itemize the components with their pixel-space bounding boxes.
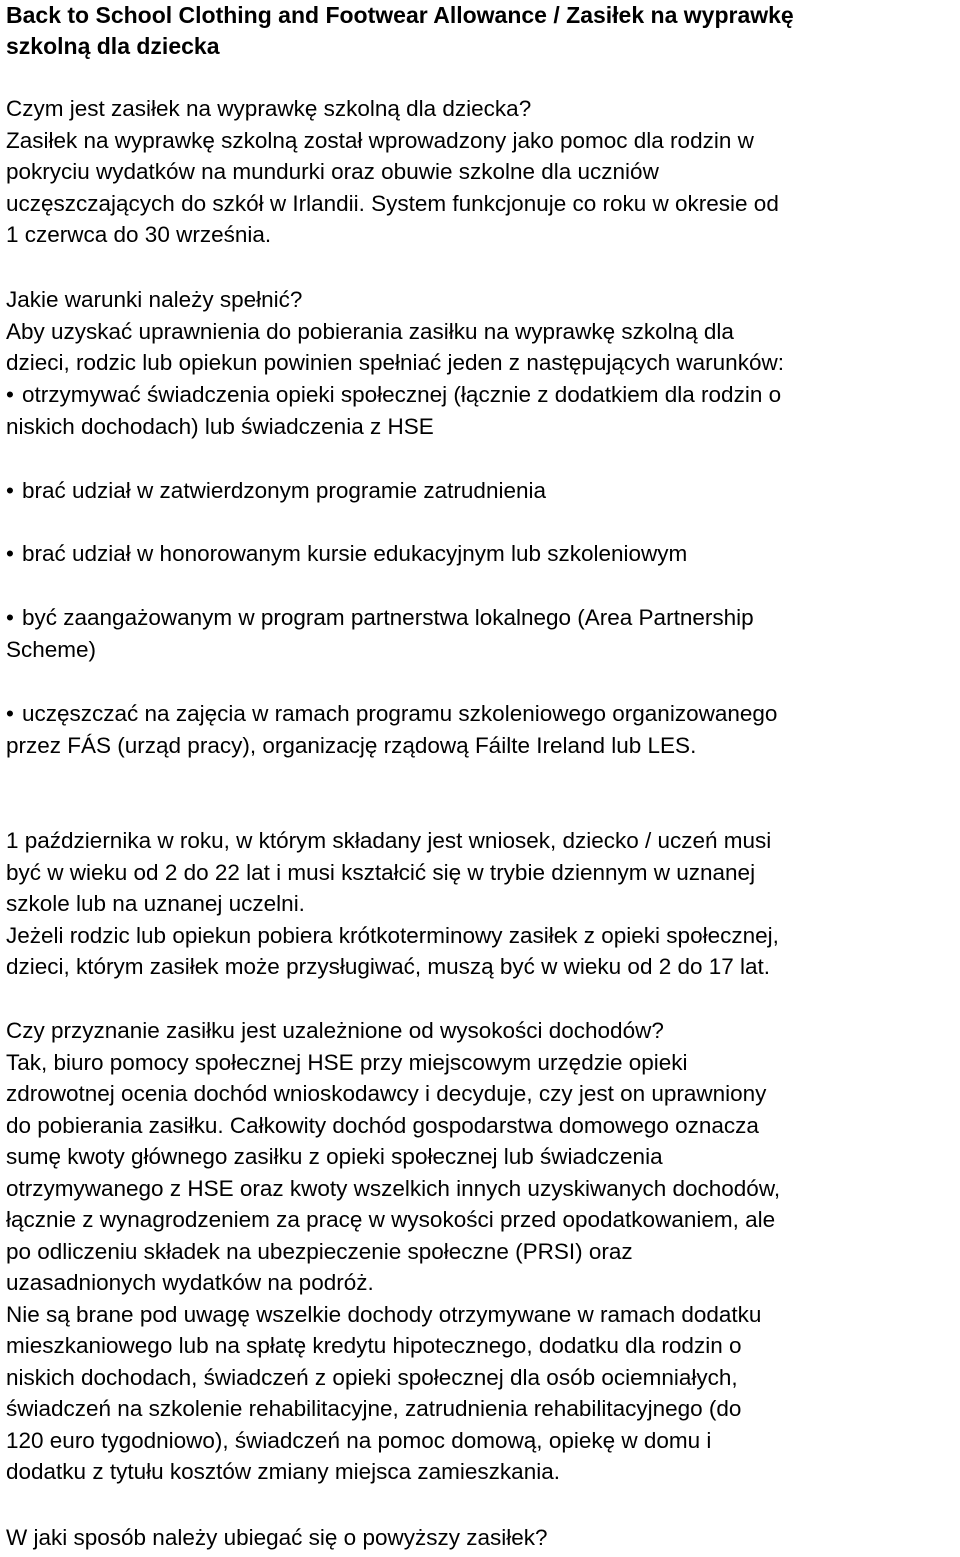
paragraph-line: 120 euro tygodniowo), świadczeń na pomoc domową, opiekę w domu i bbox=[6, 1427, 712, 1453]
paragraph-line: zdrowotnej ocenia dochód wnioskodawcy i decyduje, czy jest on uprawniony bbox=[6, 1081, 767, 1106]
bullet-item bbox=[6, 698, 958, 761]
bullet-line: • brać udział w zatwierdzonym programie zatrudnienia bbox=[6, 475, 958, 507]
section-conditions bbox=[6, 284, 958, 379]
paragraph-line: dodatku z tytułu kosztów zmiany miejsca zamieszkania. bbox=[6, 1459, 560, 1484]
title-line: szkolną dla dziecka bbox=[6, 33, 220, 59]
paragraph-line: dzieci, rodzic lub opiekun powinien spełniać jeden z następujących warunków: bbox=[6, 350, 784, 375]
section-age bbox=[6, 825, 958, 983]
bullet-line: • uczęszczać na zajęcia w ramach programu szkoleniowego organizowanego bbox=[6, 698, 958, 730]
bullet-line: • otrzymywać świadczenia opieki społecznej (łącznie z dodatkiem dla rodzin o bbox=[6, 379, 958, 411]
section-heading: Jakie warunki należy spełnić? bbox=[6, 287, 303, 312]
paragraph-line: Nie są brane pod uwagę wszelkie dochody otrzymywane w ramach dodatku bbox=[6, 1301, 762, 1327]
section-heading: W jaki sposób należy ubiegać się o powyższy zasiłek? bbox=[6, 1525, 548, 1550]
paragraph-line: sumę kwoty głównego zasiłku z opieki społecznej lub świadczenia bbox=[6, 1144, 663, 1169]
section-heading: Czy przyznanie zasiłku jest uzależnione od wysokości dochodów? bbox=[6, 1018, 664, 1043]
section-income bbox=[6, 1015, 958, 1488]
paragraph-line: do pobierania zasiłku. Całkowity dochód gospodarstwa domowego oznacza bbox=[6, 1112, 759, 1138]
paragraph-line: Jeżeli rodzic lub opiekun pobiera krótkoterminowy zasiłek z opieki społecznej, bbox=[6, 922, 779, 948]
paragraph-line: być w wieku od 2 do 22 lat i musi kształcić się w trybie dziennym w uznanej bbox=[6, 859, 756, 885]
paragraph-line: po odliczeniu składek na ubezpieczenie społeczne (PRSI) oraz bbox=[6, 1238, 633, 1264]
section-how-to-apply bbox=[6, 1522, 958, 1554]
paragraph-line: uzasadnionych wydatków na podróż. bbox=[6, 1270, 374, 1295]
paragraph-line: pokryciu wydatków na mundurki oraz obuwie szkolne dla uczniów bbox=[6, 159, 659, 184]
paragraph-line: 1 czerwca do 30 września. bbox=[6, 222, 272, 247]
paragraph-line: Zasiłek na wyprawkę szkolną został wprowadzony jako pomoc dla rodzin w bbox=[6, 127, 754, 153]
paragraph-line: Aby uzyskać uprawnienia do pobierania zasiłku na wyprawkę szkolną dla bbox=[6, 318, 734, 344]
paragraph-line: niskich dochodach, świadczeń z opieki społecznej dla osób ociemniałych, bbox=[6, 1364, 738, 1390]
paragraph-line: łącznie z wynagrodzeniem za pracę w wysokości przed opodatkowaniem, ale bbox=[6, 1207, 776, 1232]
title-line: Back to School Clothing and Footwear Allowance / Zasiłek na wyprawkę bbox=[6, 2, 794, 28]
bullet-line: Scheme) bbox=[6, 636, 97, 662]
paragraph-line: świadczeń na szkolenie rehabilitacyjne, zatrudnienia rehabilitacyjnego (do bbox=[6, 1396, 742, 1421]
paragraph-line: 1 października w roku, w którym składany jest wniosek, dziecko / uczeń musi bbox=[6, 828, 772, 853]
bullet-item bbox=[6, 475, 958, 507]
paragraph-line: dzieci, którym zasiłek może przysługiwać, muszą być w wieku od 2 do 17 lat. bbox=[6, 954, 771, 979]
paragraph-line: szkole lub na uznanej uczelni. bbox=[6, 891, 305, 916]
paragraph-line: Tak, biuro pomocy społecznej HSE przy miejscowym urzędzie opieki bbox=[6, 1049, 688, 1075]
bullet-line: • brać udział w honorowanym kursie edukacyjnym lub szkoleniowym bbox=[6, 538, 958, 570]
bullet-item bbox=[6, 379, 958, 442]
bullet-line: • być zaangażowanym w program partnerstwa lokalnego (Area Partnership bbox=[6, 602, 958, 634]
document-title bbox=[6, 0, 956, 62]
section-what-is bbox=[6, 93, 958, 251]
section-heading: Czym jest zasiłek na wyprawkę szkolną dla dziecka? bbox=[6, 96, 532, 121]
bullet-item bbox=[6, 538, 958, 570]
paragraph-line: mieszkaniowego lub na spłatę kredytu hipotecznego, dodatku dla rodzin o bbox=[6, 1333, 742, 1358]
paragraph-line: otrzymywanego z HSE oraz kwoty wszelkich innych uzyskiwanych dochodów, bbox=[6, 1175, 781, 1201]
paragraph-line: uczęszczających do szkół w Irlandii. System funkcjonuje co roku w okresie od bbox=[6, 190, 779, 216]
bullet-item bbox=[6, 602, 958, 665]
bullet-line: przez FÁS (urząd pracy), organizację rządową Fáilte Ireland lub LES. bbox=[6, 732, 697, 758]
bullet-line: niskich dochodach) lub świadczenia z HSE bbox=[6, 413, 434, 439]
